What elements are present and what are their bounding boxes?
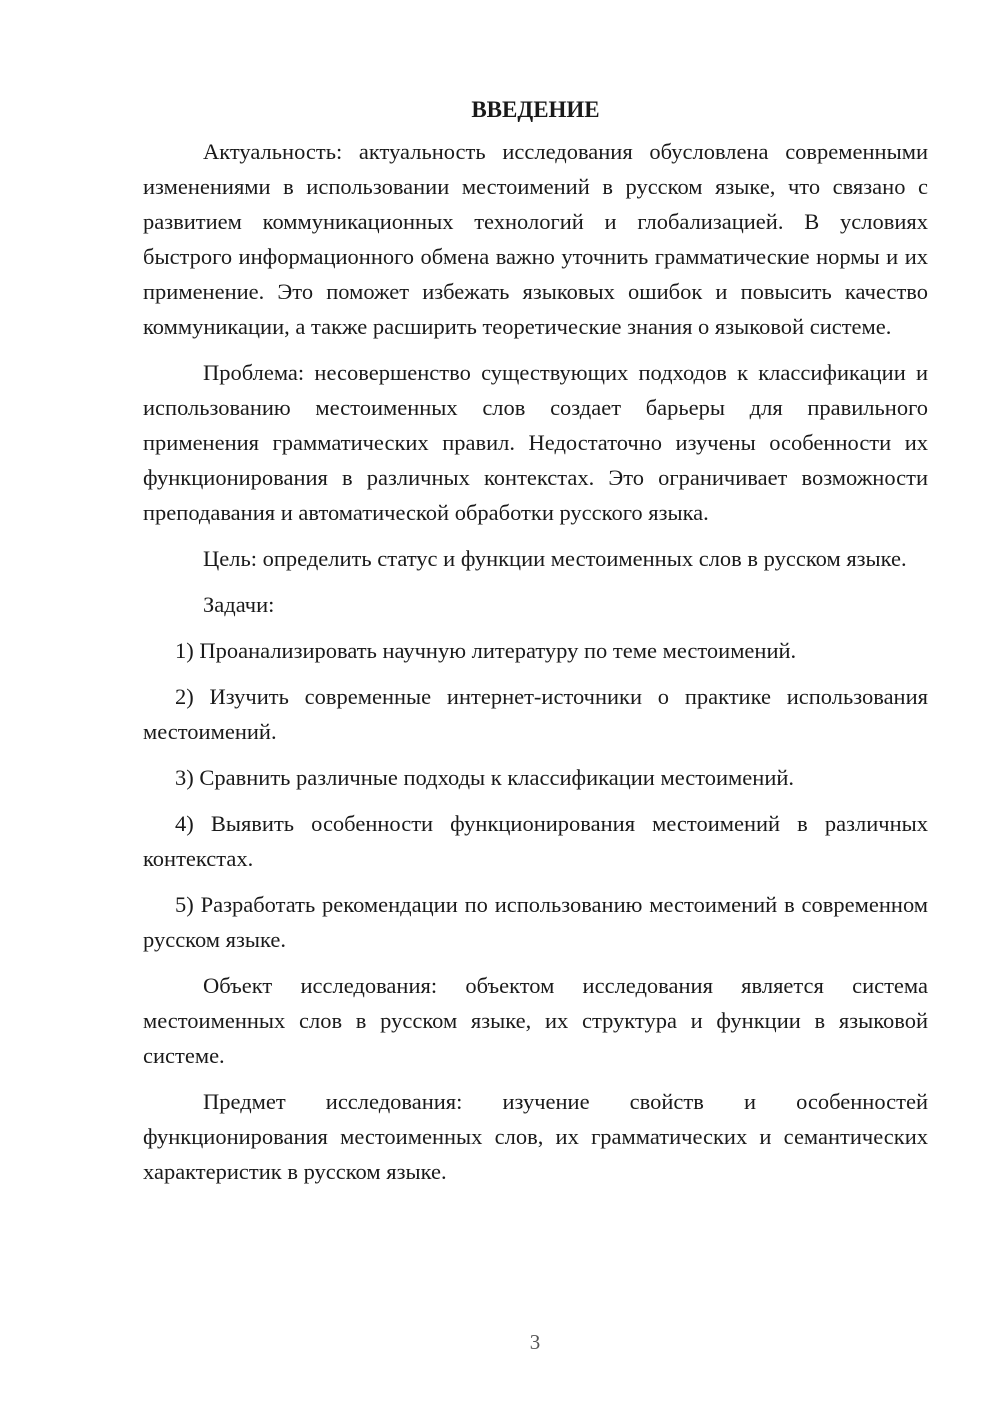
paragraph-relevance: Актуальность: актуальность исследования обусловлена современными изменениями в использовании местоимений в русском языке, что связано с развитием коммуникационных технологий и глобализацией. В условиях быстрого информационного обмена важно уточнить грамматические нормы и их применение. Это поможет избежать языковых ошибок и повысить качество коммуникации, а также расширить теоретические знания о языковой системе. (143, 139, 928, 339)
task-item-3: 3) Сравнить различные подходы к классификации местоимений. (175, 765, 795, 790)
page-number: 3 (529, 1330, 541, 1354)
paragraph-object: Объект исследования: объектом исследования является система местоименных слов в русском языке, их структура и функции в языковой системе. (143, 973, 928, 1068)
task-item-4: 4) Выявить особенности функционирования местоимений в различных контекстах. (143, 811, 928, 871)
paragraph-subject: Предмет исследования: изучение свойств и особенностей функционирования местоименных слов, их грамматических и семантических характеристик в русском языке. (143, 1089, 928, 1184)
task-item-1: 1) Проанализировать научную литературу по теме местоимений. (175, 638, 797, 663)
paragraph-problem: Проблема: несовершенство существующих подходов к классификации и использованию местоименных слов создает барьеры для правильного применения грамматических правил. Недостаточно изучены особенности их функционирования в различных контекстах. Это ограничивает возможности преподавания и автоматической обработки русского языка. (143, 360, 928, 525)
section-title: ВВЕДЕНИЕ (471, 97, 600, 122)
paragraph-tasks-heading: Задачи: (203, 592, 275, 617)
task-item-5: 5) Разработать рекомендации по использованию местоимений в современном русском языке. (143, 892, 928, 952)
document-page (143, 92, 928, 1200)
paragraph-goal: Цель: определить статус и функции местоименных слов в русском языке. (203, 546, 907, 571)
task-item-2: 2) Изучить современные интернет-источники о практике использования местоимений. (143, 684, 928, 744)
